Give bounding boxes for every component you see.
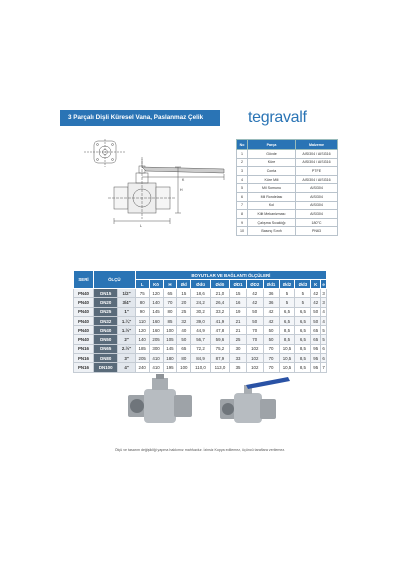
dimension-value: 102 xyxy=(246,344,263,353)
dimension-value: 6,5 xyxy=(295,326,311,335)
part-name: Mil Rondelası xyxy=(248,192,296,201)
dimension-value: 72,2 xyxy=(191,344,210,353)
inch-size: 3" xyxy=(118,354,135,363)
dimension-value: 6,5 xyxy=(295,307,311,316)
dimension-value: 42 xyxy=(311,298,321,307)
dimension-value: 180 xyxy=(163,354,177,363)
part-no: 10 xyxy=(237,227,248,236)
part-material: AISI304 xyxy=(296,201,338,210)
part-no: 4 xyxy=(237,175,248,184)
dimension-value: 6 xyxy=(321,344,327,353)
dimension-value: 20 xyxy=(177,298,191,307)
parts-row xyxy=(237,150,338,159)
dimension-value: 240 xyxy=(135,363,149,372)
dims-row xyxy=(74,289,327,298)
dimension-value: 35 xyxy=(230,363,247,372)
part-no: 5 xyxy=(237,184,248,193)
pressure-class: PN16 xyxy=(74,344,94,353)
inch-size: 1" xyxy=(118,307,135,316)
dimension-value: 5 xyxy=(295,289,311,298)
dimension-value: 100 xyxy=(163,326,177,335)
part-no: 2 xyxy=(237,158,248,167)
dimension-value: 3 xyxy=(321,289,327,298)
parts-row xyxy=(237,201,338,210)
dimension-value: 3 xyxy=(321,298,327,307)
parts-row xyxy=(237,158,338,167)
inch-size: 3/4" xyxy=(118,298,135,307)
dimension-value: 140 xyxy=(149,298,163,307)
dimension-value: 40 xyxy=(177,326,191,335)
dimension-value: 113,0 xyxy=(210,363,229,372)
datasheet-page xyxy=(60,103,340,465)
inch-size: 1.½" xyxy=(118,326,135,335)
dimension-value: 32 xyxy=(177,316,191,325)
part-name: Mil Somunu xyxy=(248,184,296,193)
nominal-diameter: DN40 xyxy=(93,326,117,335)
dimension-value: 59,6 xyxy=(210,335,229,344)
dimension-value: 100 xyxy=(177,363,191,372)
dims-row xyxy=(74,298,327,307)
dims-subheader: Ød1 xyxy=(263,280,279,289)
dimension-value: 102 xyxy=(246,363,263,372)
dimension-value: 6,5 xyxy=(279,316,295,325)
svg-text:H: H xyxy=(180,188,183,192)
part-material: PN63 xyxy=(296,227,338,236)
dimension-value: 21 xyxy=(230,316,247,325)
dimension-value: 50 xyxy=(177,335,191,344)
dims-row xyxy=(74,335,327,344)
dimension-value: 105 xyxy=(163,335,177,344)
nominal-diameter: DN20 xyxy=(93,298,117,307)
dimension-value: 70 xyxy=(263,354,279,363)
dimension-value: 6,5 xyxy=(279,307,295,316)
brand-logo: tegravalf xyxy=(248,109,307,126)
dims-subheader: K xyxy=(311,280,321,289)
part-material: AISI304 xyxy=(296,184,338,193)
dimension-value: 8,5 xyxy=(279,335,295,344)
dimension-value: 110 xyxy=(135,316,149,325)
pressure-class: PN40 xyxy=(74,335,94,344)
dims-group-header: BOYUTLAR VE BAĞLANTI ÖLÇÜLERİ xyxy=(135,271,326,280)
dimension-value: 102 xyxy=(246,354,263,363)
dims-subheader: L xyxy=(135,280,149,289)
dimension-value: 410 xyxy=(149,363,163,372)
part-name: Küre Mili xyxy=(248,175,296,184)
dimension-value: 50 xyxy=(263,335,279,344)
dimension-value: 75,2 xyxy=(210,344,229,353)
dims-header-seri: SERİ xyxy=(74,271,94,289)
dimension-value: 410 xyxy=(149,354,163,363)
dimension-value: 160 xyxy=(149,326,163,335)
parts-row xyxy=(237,192,338,201)
dims-header-olcu: ÖLÇÜ xyxy=(93,271,135,289)
dimension-value: 8,5 xyxy=(279,326,295,335)
dimension-value: 80 xyxy=(135,298,149,307)
dimension-value: 70 xyxy=(246,335,263,344)
copyright-note: Ölçü ve tasarım değişikliği yapma hakkımız mahfuzdur. İzinsiz Kopya edilemez, üçüncü taraflara verilemez. xyxy=(114,448,286,452)
part-no: 6 xyxy=(237,192,248,201)
dims-subheader: Ødö xyxy=(210,280,229,289)
dimension-value: 4 xyxy=(321,307,327,316)
dimension-value: 50 xyxy=(311,307,321,316)
dimension-value: 18,6 xyxy=(191,289,210,298)
dimension-value: 8,5 xyxy=(295,354,311,363)
dimension-value: 42 xyxy=(311,289,321,298)
dims-row xyxy=(74,326,327,335)
parts-table xyxy=(236,139,338,236)
dimension-value: 8,5 xyxy=(295,363,311,372)
pressure-class: PN40 xyxy=(74,316,94,325)
parts-header-part: Parça xyxy=(248,140,296,150)
parts-row xyxy=(237,184,338,193)
dimension-value: 65 xyxy=(311,335,321,344)
dimension-value: 70 xyxy=(263,363,279,372)
parts-row xyxy=(237,227,338,236)
dimension-value: 85 xyxy=(163,316,177,325)
part-name: Kol xyxy=(248,201,296,210)
product-title: 3 Parçalı Dişli Küresel Vana, Paslanmaz Çelik xyxy=(60,110,220,126)
dimension-value: 110,0 xyxy=(191,363,210,372)
part-name: Çalışma Sıcaklığı xyxy=(248,218,296,227)
dims-subheader: H xyxy=(163,280,177,289)
dimension-value: 36 xyxy=(263,298,279,307)
dimension-value: 80 xyxy=(177,354,191,363)
parts-row xyxy=(237,210,338,219)
pressure-class: PN40 xyxy=(74,289,94,298)
nominal-diameter: DN32 xyxy=(93,316,117,325)
dimension-value: 145 xyxy=(149,307,163,316)
dimension-value: 300 xyxy=(149,344,163,353)
dimension-value: 36 xyxy=(263,289,279,298)
pressure-class: PN40 xyxy=(74,298,94,307)
dimension-value: 25 xyxy=(230,335,247,344)
dimension-value: 56,7 xyxy=(191,335,210,344)
part-name: Küre xyxy=(248,158,296,167)
dimension-value: 42 xyxy=(263,316,279,325)
dimension-value: 5 xyxy=(279,289,295,298)
inch-size: 2" xyxy=(118,335,135,344)
part-name: Kilit Mekanizması xyxy=(248,210,296,219)
pressure-class: PN40 xyxy=(74,326,94,335)
dimension-value: 21 xyxy=(230,326,247,335)
parts-row xyxy=(237,175,338,184)
dimension-value: 5 xyxy=(279,298,295,307)
dimension-value: 10,5 xyxy=(279,344,295,353)
dimension-value: 15 xyxy=(230,289,247,298)
dimension-value: 5 xyxy=(295,298,311,307)
part-no: 7 xyxy=(237,201,248,210)
part-material: AISI304 xyxy=(296,210,338,219)
dimension-value: 65 xyxy=(311,326,321,335)
dimension-value: 87,9 xyxy=(210,354,229,363)
dims-row xyxy=(74,344,327,353)
technical-drawing xyxy=(74,139,239,229)
dimension-value: 65 xyxy=(177,344,191,353)
part-material: AISI304 / AISI316 xyxy=(296,158,338,167)
dimension-value: 6 xyxy=(321,354,327,363)
dimension-value: 140 xyxy=(135,335,149,344)
dims-subheader: Ød2 xyxy=(279,280,295,289)
nominal-diameter: DN100 xyxy=(93,363,117,372)
dimension-value: 95 xyxy=(311,363,321,372)
dimension-value: 70 xyxy=(263,344,279,353)
dimension-value: 33 xyxy=(230,354,247,363)
dimension-value: 50 xyxy=(311,316,321,325)
dimension-value: 95 xyxy=(311,344,321,353)
dims-subheader: ØD1 xyxy=(230,280,247,289)
part-no: 1 xyxy=(237,150,248,159)
nominal-diameter: DN25 xyxy=(93,307,117,316)
part-material: 180°C xyxy=(296,218,338,227)
dims-subheader: Ød xyxy=(177,280,191,289)
dims-row xyxy=(74,307,327,316)
dimension-value: 50 xyxy=(246,307,263,316)
dimension-value: 24,2 xyxy=(191,298,210,307)
pressure-class: PN16 xyxy=(74,354,94,363)
dims-row xyxy=(74,354,327,363)
dims-subheader: ØD2 xyxy=(246,280,263,289)
product-photos xyxy=(120,373,300,433)
parts-row xyxy=(237,218,338,227)
dimension-value: 42 xyxy=(246,298,263,307)
dimension-value: 25 xyxy=(177,307,191,316)
pressure-class: PN16 xyxy=(74,363,94,372)
pressure-class: PN40 xyxy=(74,307,94,316)
dims-subheader: e xyxy=(322,281,325,287)
dimension-value: 33,2 xyxy=(210,307,229,316)
dimension-value: 16 xyxy=(230,298,247,307)
parts-row xyxy=(237,167,338,176)
dimension-value: 205 xyxy=(135,354,149,363)
dimension-value: 26,4 xyxy=(210,298,229,307)
svg-text:K: K xyxy=(182,178,185,182)
dimension-value: 41,9 xyxy=(210,316,229,325)
dims-row xyxy=(74,316,327,325)
nominal-diameter: DN50 xyxy=(93,335,117,344)
dimension-value: 5 xyxy=(321,335,327,344)
dimension-value: 44,9 xyxy=(191,326,210,335)
part-name: Basınç Sınıfı xyxy=(248,227,296,236)
part-name: Gövde xyxy=(248,150,296,159)
inch-size: 1/2" xyxy=(118,289,135,298)
nominal-diameter: DN80 xyxy=(93,354,117,363)
dimension-value: 8,5 xyxy=(295,344,311,353)
dimension-value: 19 xyxy=(230,307,247,316)
dimension-value: 6,5 xyxy=(295,335,311,344)
dims-subheader: Ød3 xyxy=(295,280,311,289)
dimension-value: 50 xyxy=(263,326,279,335)
part-no: 9 xyxy=(237,218,248,227)
dimension-value: 6,5 xyxy=(295,316,311,325)
dimension-value: 70 xyxy=(246,326,263,335)
dimension-value: 21,0 xyxy=(210,289,229,298)
dimensions-table xyxy=(73,270,327,373)
dimension-value: 50 xyxy=(246,316,263,325)
dimension-value: 39,0 xyxy=(191,316,210,325)
dimension-value: 10,5 xyxy=(279,363,295,372)
dimension-value: 185 xyxy=(135,344,149,353)
dimension-value: 120 xyxy=(149,289,163,298)
dimension-value: 120 xyxy=(135,326,149,335)
dimension-value: 30,2 xyxy=(191,307,210,316)
dimension-value: 205 xyxy=(149,335,163,344)
dimension-value: 4 xyxy=(321,316,327,325)
parts-header-no: No xyxy=(237,140,248,150)
dimension-value: 42 xyxy=(263,307,279,316)
dimension-value: 75 xyxy=(135,289,149,298)
dimension-value: 42 xyxy=(246,289,263,298)
dims-subheader: Kö xyxy=(149,280,163,289)
part-no: 8 xyxy=(237,210,248,219)
part-material: AISI304 xyxy=(296,192,338,201)
dims-subheader: Ødü xyxy=(191,280,210,289)
dimension-value: 80 xyxy=(163,307,177,316)
part-material: PTFE xyxy=(296,167,338,176)
dimension-value: 84,9 xyxy=(191,354,210,363)
dimension-value: 30 xyxy=(230,344,247,353)
part-name: Conta xyxy=(248,167,296,176)
inch-size: 1.¼" xyxy=(118,316,135,325)
dimension-value: 95 xyxy=(311,354,321,363)
dimension-value: 70 xyxy=(163,298,177,307)
part-material: AISI304 / AISI316 xyxy=(296,150,338,159)
dimension-value: 65 xyxy=(163,289,177,298)
nominal-diameter: DN15 xyxy=(93,289,117,298)
parts-header-material: Malzeme xyxy=(296,140,338,150)
part-material: AISI304 / AISI316 xyxy=(296,175,338,184)
svg-text:L: L xyxy=(140,224,142,228)
dimension-value: 90 xyxy=(135,307,149,316)
nominal-diameter: DN65 xyxy=(93,344,117,353)
valve-photo-left xyxy=(128,374,192,423)
dimension-value: 15 xyxy=(177,289,191,298)
part-no: 3 xyxy=(237,167,248,176)
valve-photo-right xyxy=(220,377,290,423)
dimension-value: 47,8 xyxy=(210,326,229,335)
dimension-value: 160 xyxy=(149,316,163,325)
inch-size: 2.½" xyxy=(118,344,135,353)
inch-size: 4" xyxy=(118,363,135,372)
dimension-value: 7 xyxy=(321,363,327,372)
dimension-value: 145 xyxy=(163,344,177,353)
dims-row xyxy=(74,363,327,372)
dimension-value: 5 xyxy=(321,326,327,335)
dimension-value: 10,5 xyxy=(279,354,295,363)
dimension-value: 195 xyxy=(163,363,177,372)
